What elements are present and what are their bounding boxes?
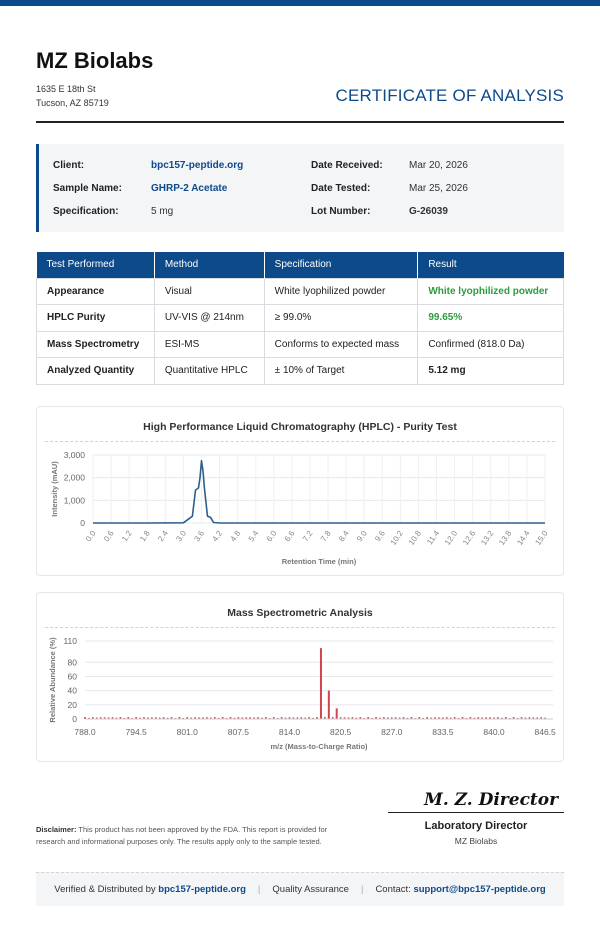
hplc-chart: [37, 407, 565, 577]
sample-info-panel: [36, 144, 564, 232]
header-test-performed: Test Performed: [37, 252, 155, 278]
hplc-chart-card: [36, 406, 564, 576]
ms-x-axis-label: m/z (Mass-to-Charge Ratio): [270, 742, 368, 751]
test-name: HPLC Purity: [37, 305, 155, 332]
hplc-x-tick-label: 7.8: [318, 528, 333, 544]
footer-separator: |: [257, 884, 261, 895]
client-value[interactable]: bpc157-peptide.org: [151, 160, 244, 171]
ms-y-tick-label: 40: [67, 685, 77, 696]
address-line-1: 1635 E 18th St: [36, 84, 96, 94]
signatory-company: MZ Biolabs: [454, 836, 498, 846]
hplc-x-tick-label: 3.0: [174, 528, 189, 544]
test-name: Mass Spectrometry: [37, 331, 155, 358]
ms-x-tick-label: 807.5: [227, 727, 250, 737]
test-method: Visual: [154, 278, 264, 305]
hplc-x-tick-label: 12.0: [442, 528, 460, 547]
footer-qa-text: Quality Assurance: [272, 884, 349, 895]
footer-contact: [375, 884, 545, 895]
specification-label: Specification:: [53, 206, 119, 217]
hplc-x-tick-label: 10.2: [388, 528, 405, 547]
hplc-x-tick-label: 1.8: [138, 528, 152, 544]
hplc-x-tick-label: 10.8: [406, 528, 424, 547]
hplc-chart-title: High Performance Liquid Chromatography (HPLC) - Purity Test: [143, 421, 457, 433]
footer-website-link[interactable]: bpc157-peptide.org: [158, 884, 246, 895]
test-method: Quantitative HPLC: [154, 358, 264, 385]
hplc-x-tick-label: 5.4: [246, 528, 261, 544]
hplc-y-tick-label: 2,000: [63, 472, 85, 483]
top-accent-bar: [0, 0, 600, 6]
hplc-y-tick-label: 1,000: [63, 495, 85, 506]
footer-verified-text: Verified & Distributed by: [54, 884, 156, 895]
table-header-row: [37, 252, 564, 278]
hplc-x-tick-label: 3.6: [192, 528, 207, 544]
disclaimer-label: Disclaimer:: [36, 825, 77, 834]
date-received-label: Date Received:: [311, 160, 383, 171]
hplc-series-line: [93, 461, 545, 523]
hplc-y-tick-label: 0: [80, 518, 85, 528]
ms-x-tick-label: 820.5: [329, 727, 352, 737]
hplc-x-tick-label: 4.8: [228, 528, 243, 544]
date-received-value: Mar 20, 2026: [409, 160, 468, 171]
hplc-x-tick-label: 9.0: [355, 528, 369, 544]
disclaimer: [36, 824, 356, 848]
ms-y-tick-label: 80: [67, 657, 77, 668]
signatory-title: Laboratory Director: [424, 820, 528, 832]
table-row: [37, 358, 564, 385]
address-line-2: Tucson, AZ 85719: [36, 98, 109, 108]
test-spec: ± 10% of Target: [264, 358, 418, 385]
hplc-x-tick-label: 6.0: [264, 528, 279, 544]
footer-separator: |: [360, 884, 364, 895]
lot-number-label: Lot Number:: [311, 206, 371, 217]
footer-email-link[interactable]: support@bpc157-peptide.org: [413, 884, 546, 895]
company-address: [36, 82, 109, 110]
hplc-x-tick-label: 15.0: [533, 528, 550, 547]
ms-x-tick-label: 814.0: [278, 727, 301, 737]
ms-y-tick-label: 110: [63, 636, 77, 646]
signature-line: [388, 812, 564, 813]
header-specification: Specification: [264, 252, 418, 278]
hplc-x-tick-label: 0.6: [101, 528, 116, 544]
test-result: 5.12 mg: [418, 358, 564, 385]
ms-x-tick-label: 801.0: [176, 727, 198, 737]
header-method: Method: [154, 252, 264, 278]
ms-chart-title: Mass Spectrometric Analysis: [227, 607, 373, 619]
ms-y-tick-label: 20: [67, 699, 77, 710]
hplc-x-tick-label: 11.4: [425, 528, 442, 547]
hplc-x-tick-label: 13.2: [479, 528, 496, 547]
test-name: Analyzed Quantity: [37, 358, 155, 385]
specification-value: 5 mg: [151, 206, 174, 217]
hplc-x-tick-label: 0.0: [83, 528, 98, 544]
ms-chart: [37, 593, 565, 763]
sample-name-label: Sample Name:: [53, 183, 122, 194]
hplc-y-axis-label: Intensity (mAU): [50, 461, 59, 517]
table-row: [37, 278, 564, 305]
date-tested-label: Date Tested:: [311, 183, 371, 194]
table-row: [37, 305, 564, 332]
hplc-x-tick-label: 12.6: [461, 528, 478, 547]
date-tested-value: Mar 25, 2026: [409, 183, 468, 194]
footer-bar: [36, 872, 564, 906]
hplc-x-tick-label: 1.2: [120, 528, 134, 544]
ms-x-tick-label: 788.0: [74, 727, 96, 737]
ms-x-tick-label: 833.5: [432, 727, 454, 737]
hplc-x-tick-label: 8.4: [337, 528, 351, 544]
test-result: Confirmed (818.0 Da): [418, 331, 564, 358]
company-name: MZ Biolabs: [36, 48, 154, 73]
hplc-x-tick-label: 13.8: [497, 528, 514, 547]
test-result: 99.65%: [418, 305, 564, 332]
test-spec: Conforms to expected mass: [264, 331, 418, 358]
ms-x-tick-label: 846.5: [534, 727, 556, 737]
ms-chart-card: [36, 592, 564, 762]
footer-contact-text: Contact:: [375, 884, 411, 895]
ms-x-tick-label: 794.5: [125, 727, 147, 737]
test-results-table: [36, 252, 564, 385]
ms-x-tick-label: 827.0: [381, 727, 403, 737]
ms-y-tick-label: 0: [72, 714, 77, 724]
footer-verified: [54, 884, 246, 895]
header-divider: [36, 121, 564, 123]
table-row: [37, 331, 564, 358]
lot-number-value: G-26039: [409, 206, 448, 217]
document-title: CERTIFICATE OF ANALYSIS: [335, 86, 564, 105]
hplc-x-axis-label: Retention Time (min): [281, 557, 357, 566]
hplc-y-tick-label: 3,000: [63, 450, 85, 460]
test-name: Appearance: [37, 278, 155, 305]
hplc-x-tick-label: 7.2: [300, 528, 315, 544]
hplc-x-tick-label: 2.4: [156, 528, 170, 544]
hplc-x-tick-label: 4.2: [210, 528, 225, 544]
test-method: ESI-MS: [154, 331, 264, 358]
disclaimer-text: This product has not been approved by the FDA. This report is provided for research and informational purposes only. The results apply only to the sample tested.: [36, 825, 328, 846]
ms-y-tick-label: 60: [67, 671, 77, 682]
sample-name-value: GHRP-2 Acetate: [151, 183, 228, 194]
hplc-x-tick-label: 6.6: [282, 528, 297, 544]
test-method: UV-VIS @ 214nm: [154, 305, 264, 332]
director-signature: M. Z. Director: [424, 790, 559, 810]
hplc-x-tick-label: 14.4: [515, 528, 532, 547]
client-label: Client:: [53, 160, 85, 171]
hplc-x-tick-label: 9.6: [373, 528, 387, 544]
ms-x-tick-label: 840.0: [483, 727, 505, 737]
test-spec: ≥ 99.0%: [264, 305, 418, 332]
test-spec: White lyophilized powder: [264, 278, 418, 305]
ms-y-axis-label: Relative Abundance (%): [48, 637, 57, 723]
test-result: White lyophilized powder: [418, 278, 564, 305]
header-result: Result: [418, 252, 564, 278]
